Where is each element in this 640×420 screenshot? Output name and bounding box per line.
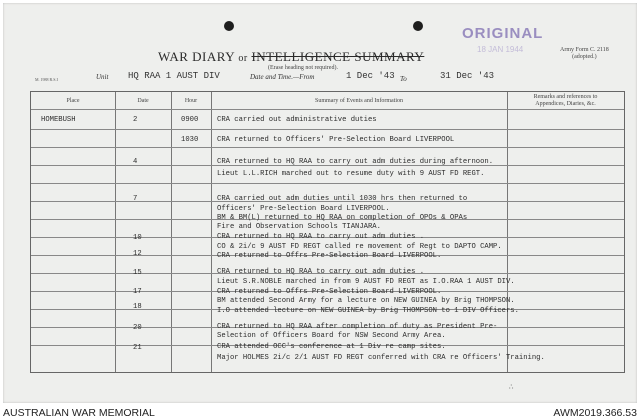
- entry-line: Major HOLMES 2i/c 2/1 AUST FD REGT conferred with CRA re Officers' Training.: [217, 354, 545, 362]
- entry-line: CRA attended OCC's conference at 1 Div re camp sites.: [217, 343, 446, 351]
- col-hour: Hour: [184, 98, 198, 104]
- entry-hour: 0900: [181, 116, 199, 124]
- diary-table: [30, 91, 625, 373]
- entry-line: Selection of Officers Board for NSW Second Army Area.: [217, 332, 446, 340]
- entry-date: 20: [133, 324, 142, 332]
- entry-line: CRA returned to HQ RAA to carry out adm duties .: [217, 233, 425, 241]
- footer-accession: AWM2019.366.53: [553, 407, 637, 419]
- war-diary-page: [3, 3, 637, 403]
- page-title: WAR DIARY or INTELLIGENCE SUMMARY: [158, 49, 425, 64]
- stamp-date: 18 JAN 1944: [477, 45, 524, 54]
- entry-date: 18: [133, 303, 142, 311]
- entry-line: Fire and Observation Schools TIANJARA.: [217, 223, 381, 231]
- entry-date: 4: [133, 158, 138, 166]
- entry-line: Lieut S.R.NOBLE marched in from 9 AUST FD REGT as I.O.RAA 1 AUST DIV.: [217, 278, 515, 286]
- entry-date: 17: [133, 288, 142, 296]
- to-value: 31 Dec '43: [440, 71, 495, 81]
- heading-note: (Erase heading not required).: [268, 65, 338, 71]
- entry-line: CRA returned to HQ RAA after completion of duty as President Pre-: [217, 323, 498, 331]
- entry-line: CRA returned to HQ RAA to carry out adm duties .: [217, 268, 425, 276]
- col-summary: Summary of Events and Information: [315, 98, 403, 104]
- entry-line: I.O attended lecture on NEW GUINEA by Brig THOMPSON to 1 DIV Officers.: [217, 307, 519, 315]
- punch-hole-left: [224, 21, 234, 31]
- col-remarks: Remarks and references to Appendices, Diaries, &c.: [533, 94, 598, 107]
- struck-heading: INTELLIGENCE SUMMARY: [251, 49, 425, 64]
- entry-place: HOMEBUSH: [41, 116, 76, 124]
- entry-date: 2: [133, 116, 138, 124]
- entry-date: 21: [133, 344, 142, 352]
- entry-date: 12: [133, 250, 142, 258]
- footer-institution: AUSTRALIAN WAR MEMORIAL: [3, 407, 155, 419]
- handwritten-mark: ∴: [509, 383, 514, 391]
- entry-line: CRA carried out adm duties until 1030 hrs then returned to: [217, 195, 468, 203]
- entry-date: 10: [133, 234, 142, 242]
- col-place: Place: [66, 98, 80, 104]
- footer-bar: [0, 406, 640, 420]
- entry-hour: 1030: [181, 136, 199, 144]
- entry-line: BM & BM(L) returned to HQ RAA on completion of OPOs & OPAs: [217, 214, 468, 222]
- unit-value: HQ RAA 1 AUST DIV: [128, 71, 220, 81]
- original-stamp: ORIGINAL: [462, 25, 544, 42]
- entry-date: 15: [133, 269, 142, 277]
- punch-hole-right: [413, 21, 423, 31]
- entry-line: Lieut L.L.RICH marched out to resume duty with 9 AUST FD REGT.: [217, 170, 485, 178]
- entry-line: BM attended Second Army for a lecture on NEW GUINEA by Brig THOMPSON.: [217, 297, 515, 305]
- unit-label: Unit: [96, 73, 109, 81]
- to-label: To: [400, 75, 407, 83]
- form-code: M. 1988 R.S.I: [35, 77, 58, 82]
- form-id: Army Form C. 2118 (adopted.): [560, 47, 609, 60]
- entry-line: CRA returned to Offrs Pre-Selection Board LIVERPOOL.: [217, 252, 442, 260]
- from-value: 1 Dec '43: [346, 71, 395, 81]
- datetime-label: Date and Time.—From: [250, 73, 315, 81]
- col-date: Date: [137, 98, 149, 104]
- entry-line: CRA returned to HQ RAA to carry out adm duties during afternoon.: [217, 158, 494, 166]
- entry-line: CO & 2i/c 9 AUST FD REGT called re movement of Regt to DAPTO CAMP.: [217, 243, 502, 251]
- entry-line: CRA returned to Officers' Pre-Selection Board LIVERPOOL: [217, 136, 455, 144]
- entry-line: CRA carried out administrative duties: [217, 116, 377, 124]
- entry-line: CRA returned to Offrs Pre-Selection Board LIVERPOOL.: [217, 288, 442, 296]
- entry-date: 7: [133, 195, 138, 203]
- entry-line: Officers' Pre-Selection Board LIVERPOOL.: [217, 205, 390, 213]
